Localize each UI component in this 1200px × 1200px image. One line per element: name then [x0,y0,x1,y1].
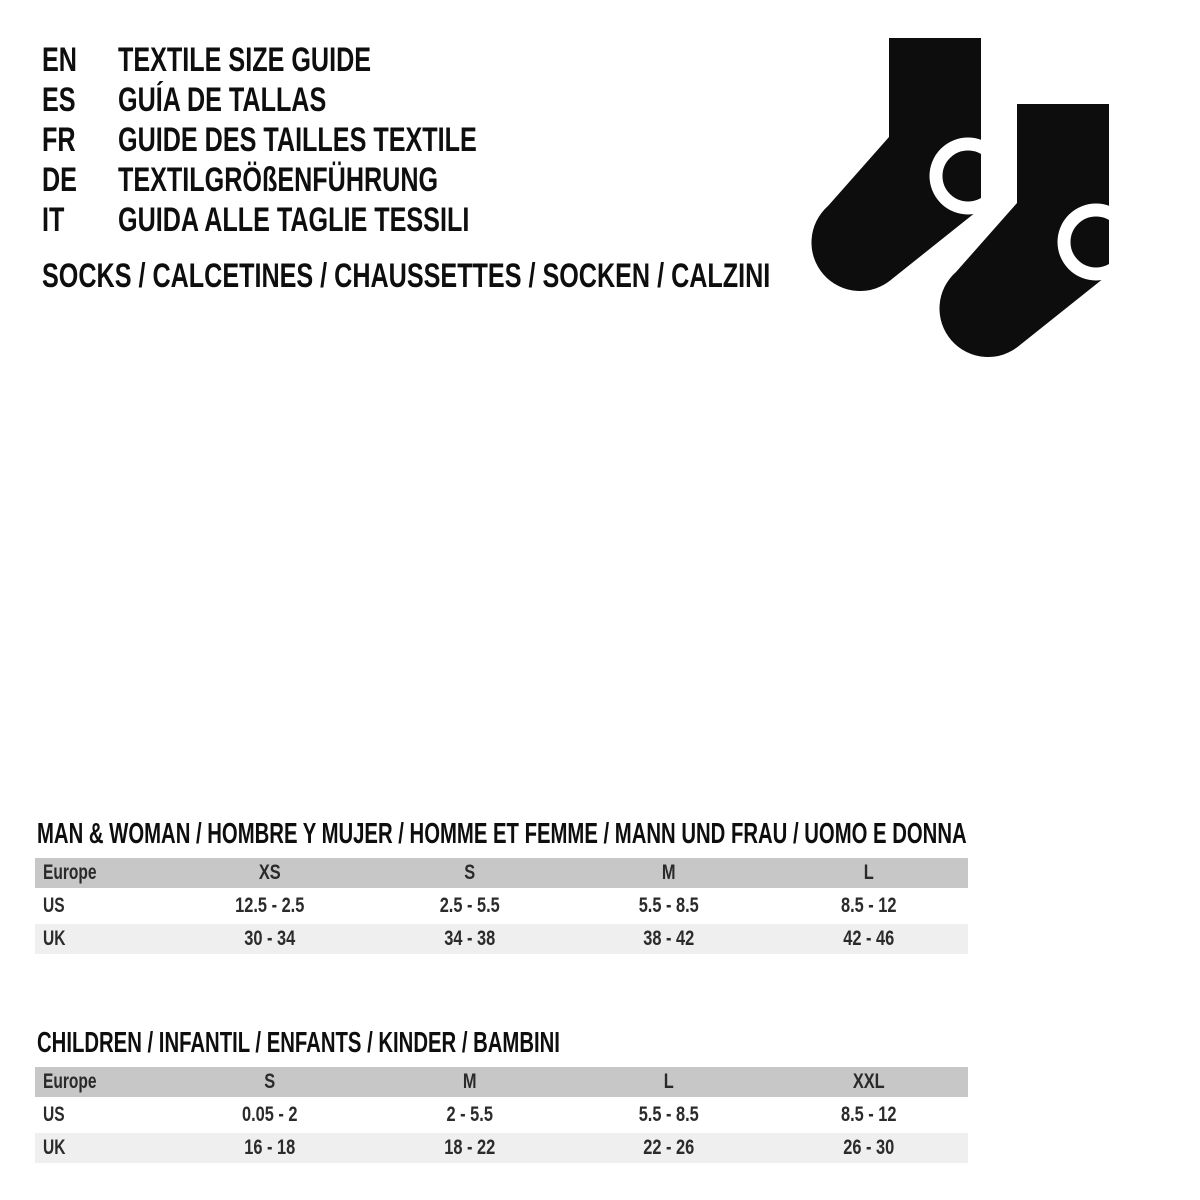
header-cell-size [769,1067,969,1097]
value-text: 5.5 - 8.5 [638,894,699,917]
row-label-cell [35,1100,170,1130]
header-cell-text: L [663,1070,674,1093]
value-cell [769,891,969,921]
table-title-text: CHILDREN / INFANTIL / ENFANTS / KINDER / BAMBINI [37,1027,560,1059]
table-title [37,818,968,850]
value-cell [769,1100,969,1130]
value-cell [769,1133,969,1163]
value-cell [170,924,370,954]
table-row-us [35,1100,968,1130]
table-header-row [35,858,968,888]
value-cell [569,924,769,954]
value-cell [370,891,570,921]
header-cell-size [370,858,570,888]
header-cell-size [170,858,370,888]
table-title [37,1027,968,1059]
value-text: 5.5 - 8.5 [638,1103,699,1126]
value-cell [370,1133,570,1163]
size-table-children [35,1027,968,1166]
value-text: 18 - 22 [443,1136,495,1159]
header-cell-text: XS [258,861,281,884]
product-line-text: SOCKS / CALCETINES / CHAUSSETTES / SOCKEN / CALZINI [42,257,771,295]
language-code: ES [42,81,76,119]
language-title: TEXTILGRÖßENFÜHRUNG [118,161,439,199]
value-text: 2 - 5.5 [446,1103,493,1126]
row-label-text: US [43,894,65,917]
language-code: FR [42,121,76,159]
header-cell-region [35,858,170,888]
value-cell [170,1100,370,1130]
row-label-cell [35,891,170,921]
value-cell [769,924,969,954]
value-text: 16 - 18 [244,1136,296,1159]
language-code: IT [42,201,65,239]
value-text: 22 - 26 [643,1136,695,1159]
table-header-row [35,1067,968,1097]
language-title: GUIDE DES TAILLES TEXTILE [118,121,477,159]
value-cell [569,1133,769,1163]
header-cell-text: S [264,1070,276,1093]
value-text: 0.05 - 2 [241,1103,298,1126]
header-cell-size [170,1067,370,1097]
row-label-text: UK [43,927,66,950]
value-text: 8.5 - 12 [840,1103,897,1126]
row-label-cell [35,1133,170,1163]
value-text: 2.5 - 5.5 [439,894,500,917]
value-text: 12.5 - 2.5 [235,894,305,917]
value-cell [370,1100,570,1130]
value-cell [569,891,769,921]
header-cell-size [569,858,769,888]
table-row-uk [35,1133,968,1163]
row-label-text: US [43,1103,65,1126]
value-cell [170,1133,370,1163]
table-row-uk [35,924,968,954]
value-cell [170,891,370,921]
language-code: EN [42,41,77,79]
header-cell-size [370,1067,570,1097]
value-text: 30 - 34 [244,927,296,950]
value-text: 26 - 30 [842,1136,894,1159]
size-table-man-woman [35,818,968,957]
value-cell [370,924,570,954]
header-cell-size [569,1067,769,1097]
header-cell-text: S [463,861,475,884]
socks-icon [810,30,1120,365]
value-text: 34 - 38 [443,927,495,950]
language-title: GUÍA DE TALLAS [118,81,327,119]
header-cell-text: Europe [43,861,97,884]
value-text: 42 - 46 [842,927,894,950]
language-title: TEXTILE SIZE GUIDE [118,41,372,79]
header-cell-text: M [661,861,676,884]
language-code: DE [42,161,77,199]
value-text: 8.5 - 12 [840,894,897,917]
header-cell-text: Europe [43,1070,97,1093]
header-cell-text: L [863,861,874,884]
value-cell [569,1100,769,1130]
header-cell-text: M [462,1070,477,1093]
table-row-us [35,891,968,921]
row-label-cell [35,924,170,954]
header-cell-text: XXL [852,1070,885,1093]
header-cell-region [35,1067,170,1097]
table-title-text: MAN & WOMAN / HOMBRE Y MUJER / HOMME ET FEMME / MANN UND FRAU / UOMO E DONNA [37,818,967,850]
row-label-text: UK [43,1136,66,1159]
header-cell-size [769,858,969,888]
language-title: GUIDA ALLE TAGLIE TESSILI [118,201,470,239]
value-text: 38 - 42 [643,927,695,950]
